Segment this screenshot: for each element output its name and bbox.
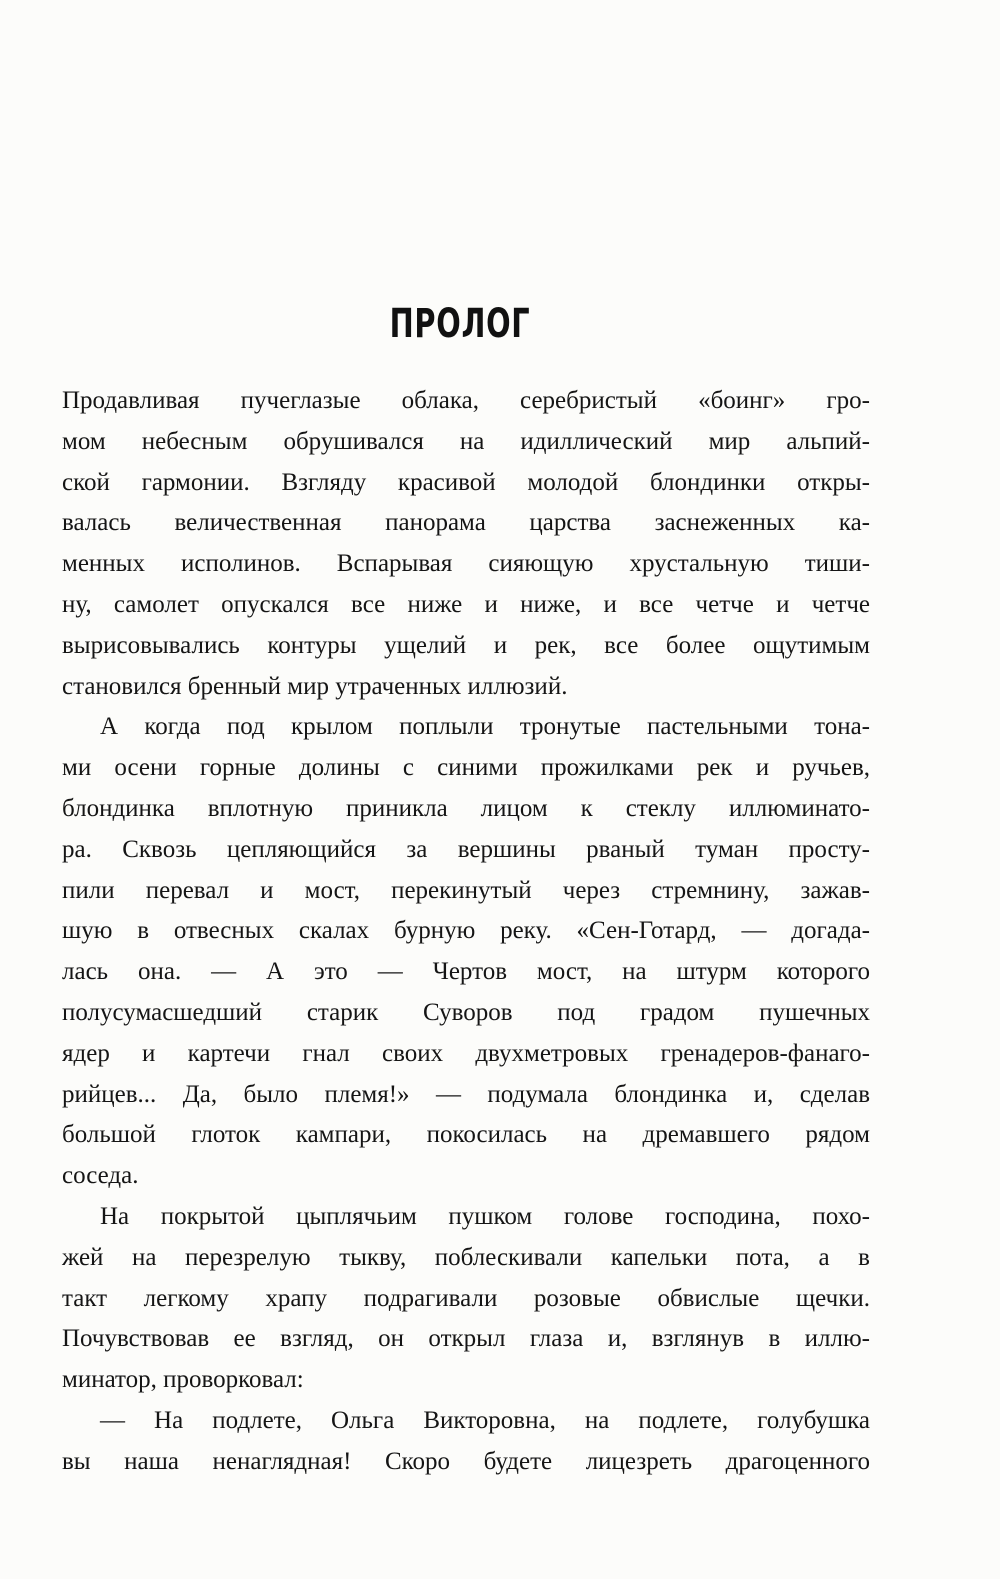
text-line: менных исполинов. Вспарывая сияющую хрустальную тиши- [62, 550, 870, 578]
text-line: Почувствовав ее взгляд, он открыл глаза и, взглянув в иллю- [62, 1325, 870, 1353]
text-line: ми осени горные долины с синими прожилками рек и ручьев, [62, 754, 870, 782]
chapter-title-text: ПРОЛОГ [389, 301, 531, 347]
text-line: вырисовывались контуры ущелий и рек, все более ощутимым [62, 631, 870, 659]
text-line: вы наша ненаглядная! Скоро будете лицезреть драгоценного [62, 1447, 870, 1475]
chapter-title [129, 296, 849, 352]
text-line: пили перевал и мост, перекинутый через стремнину, зажав- [62, 876, 870, 904]
body-text [62, 381, 870, 1483]
text-line: А когда под крылом поплыли тронутые пастельными тона- [100, 713, 870, 741]
text-line: ну, самолет опускался все ниже и ниже, и все четче и четче [62, 590, 870, 618]
text-line: блондинка вплотную приникла лицом к стеклу иллюминато- [62, 794, 870, 822]
text-line: ра. Сквозь цепляющийся за вершины рваный туман просту- [62, 835, 870, 863]
paragraph [62, 381, 870, 707]
text-line: Продавливая пучеглазые облака, серебристый «боинг» гро- [62, 387, 870, 414]
text-line: такт легкому храпу подрагивали розовые обвислые щечки. [62, 1284, 870, 1312]
paragraph [62, 707, 870, 1197]
text-line: мом небесным обрушивался на идиллический мир альпий- [62, 427, 870, 455]
text-line: ской гармонии. Взгляду красивой молодой блондинки откры- [62, 468, 870, 496]
text-line: полусумасшедший старик Суворов под градом пушечных [62, 998, 870, 1026]
text-line: большой глоток кампари, покосилась на дремавшего рядом [62, 1121, 870, 1149]
text-line: ядер и картечи гнал своих двухметровых гренадеров-фанаго- [62, 1039, 870, 1067]
text-line: минатор, проворковал: [62, 1366, 304, 1394]
text-line: рийцев... Да, было племя!» — подумала блондинка и, сделав [62, 1080, 870, 1108]
text-line: шую в отвесных скалах бурную реку. «Сен-Готард, — догада- [62, 917, 870, 945]
text-line: — На подлете, Ольга Викторовна, на подлете, голубушка [100, 1406, 870, 1434]
paragraph [62, 1197, 870, 1401]
text-line: лась она. — А это — Чертов мост, на штурм которого [62, 958, 870, 986]
text-line: На покрытой цыплячьим пушком голове господина, похо- [100, 1202, 870, 1230]
paragraph [62, 1401, 870, 1483]
text-line: становился бренный мир утраченных иллюзий. [62, 672, 568, 700]
text-line: валась величественная панорама царства заснеженных ка- [62, 509, 870, 537]
text-line: соседа. [62, 1162, 139, 1190]
text-line: жей на перезрелую тыкву, поблескивали капельки пота, а в [62, 1243, 870, 1271]
